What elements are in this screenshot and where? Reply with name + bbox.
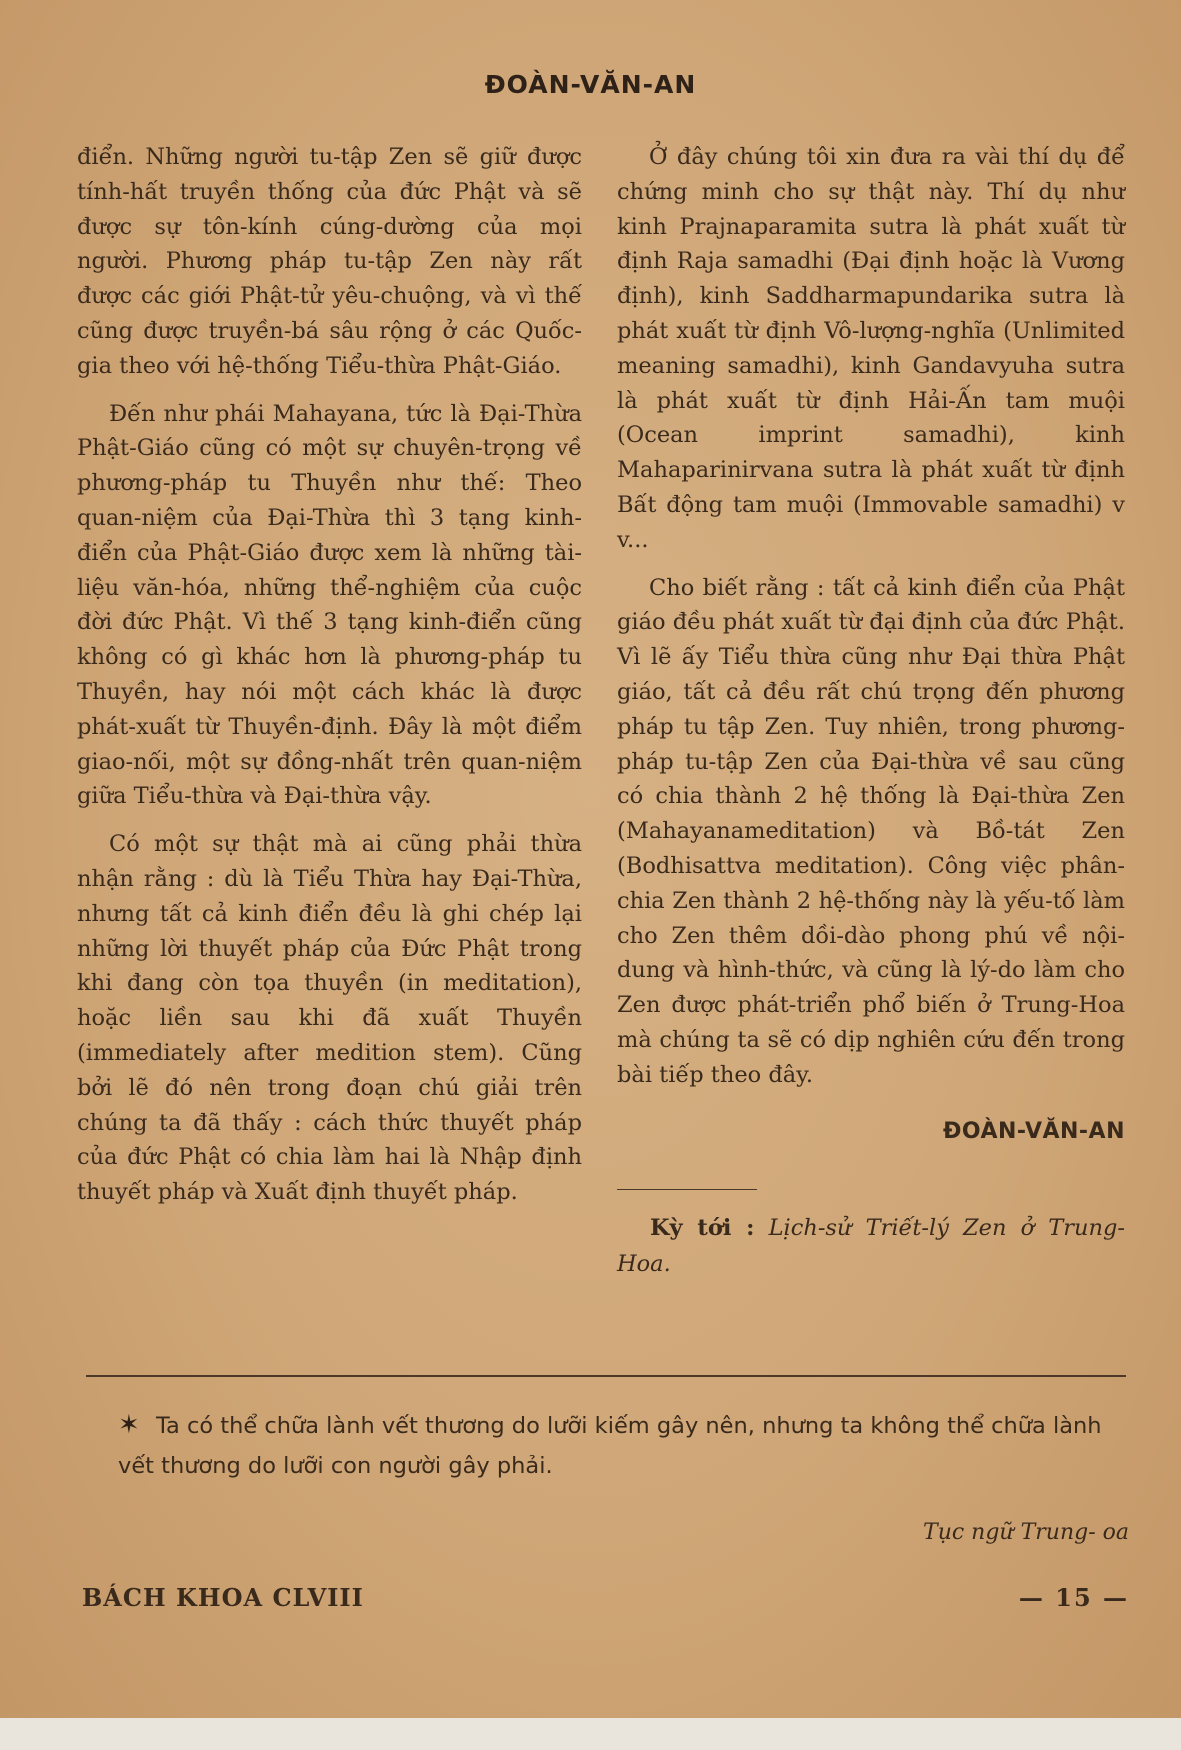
left-paragraph-1: điển. Những người tu-tập Zen sẽ giữ được tính-hất truyền thống của đức Phật và sẽ được sự tôn-kính cúng-dường của mọi người. Phương pháp tu-tập Zen này rất được các giới Phật-tử yêu-chuộng, và vì thế cũng được truyền-bá sâu rộng ở các Quốc-gia theo với hệ-thống Tiểu-thừa Phật-Giáo. (77, 144, 582, 379)
left-column (77, 140, 582, 1223)
next-issue-note (617, 1210, 1125, 1282)
right-paragraph-2: Cho biết rằng : tất cả kinh điển của Phật giáo đều phát xuất từ đại định của đức Phật. Vì lẽ ấy Tiểu thừa cũng như Đại thừa Phật giáo, tất cả đều rất chú trọng đến phương pháp tu tập Zen. Tuy nhiên, trong phương-pháp tu-tập Zen của Đại-thừa về sau cũng có chia thành 2 hệ thống là Đại-thừa Zen (Mahayanameditation) và Bồ-tát Zen (Bodhisattva meditation). Công việc phân-chia Zen thành 2 hệ-thống này là yếu-tố làm cho Zen thêm dồi-dào phong phú về nội-dung và hình-thức, và cũng là lý-do làm cho Zen được phát-triển phổ biến ở Trung-Hoa mà chúng ta sẽ có dịp nghiên cứu đến trong bài tiếp theo đây. (617, 574, 1125, 1088)
proverb-source: Tục ngữ Trung- oa (923, 1520, 1129, 1545)
author-signature: ĐOÀN-VĂN-AN (942, 1118, 1125, 1144)
proverb-text: Ta có thể chữa lành vết thương do lưỡi kiếm gây nên, nhưng ta không thể chữa lành vết thương do lưỡi con người gây phải. (118, 1413, 1102, 1479)
left-paragraph-3: Có một sự thật mà ai cũng phải thừa nhận rằng : dù là Tiểu Thừa hay Đại-Thừa, nhưng tất cả kinh điển đều là ghi chép lại những lời thuyết pháp của Đức Phật trong khi đang còn tọa thuyền (in meditation), hoặc liền sau khi đã xuất Thuyền (immediately after medition stem). Cũng bởi lẽ đó nên trong đoạn chú giải trên chúng ta đã thấy : cách thức thuyết pháp của đức Phật có chia làm hai là Nhập định thuyết pháp và Xuất định thuyết pháp. (77, 831, 582, 1206)
proverb-quote (118, 1405, 1128, 1486)
page-edge (0, 1718, 1181, 1750)
star-bullet-icon: ✶ (118, 1410, 140, 1440)
next-issue-title: Lịch-sử Triết-lý Zen ở Trung-Hoa. (617, 1215, 1125, 1278)
right-column (617, 140, 1125, 1282)
short-rule (617, 1189, 757, 1190)
right-paragraph-1: Ở đây chúng tôi xin đưa ra vài thí dụ để chứng minh cho sự thật này. Thí dụ như kinh Prajnaparamita sutra là phát xuất từ định Raja samadhi (Đại định hoặc là Vương định), kinh Saddharmapundarika sutra là phát xuất từ định Vô-lượng-nghĩa (Unlimited meaning samadhi), kinh Gandavyuha sutra là phát xuất từ định Hải-Ấn tam muội (Ocean imprint samadhi), kinh Mahaparinirvana sutra là phát xuất từ định Bất động tam muội (Immovable samadhi) v v... (617, 144, 1125, 553)
page-number: — 15 — (1018, 1583, 1129, 1612)
publication-name: BÁCH KHOA CLVIII (82, 1583, 364, 1612)
section-divider (86, 1375, 1126, 1377)
running-title: ĐOÀN-VĂN-AN (484, 70, 697, 99)
next-issue-label: Kỳ tới : (650, 1215, 755, 1242)
left-paragraph-2: Đến như phái Mahayana, tức là Đại-Thừa Phật-Giáo cũng có một sự chuyên-trọng về phương-pháp tu Thuyền như thế: Theo quan-niệm của Đại-Thừa thì 3 tạng kinh-điển của Phật-Giáo được xem là những tài-liệu văn-hóa, những thể-nghiệm của cuộc đời đức Phật. Vì thế 3 tạng kinh-điển cũng không có gì khác hơn là phương-pháp tu Thuyền, hay nói một cách khác là được phát-xuất từ Thuyền-định. Đây là một điểm giao-nối, một sự đồng-nhất trên quan-niệm giữa Tiểu-thừa và Đại-thừa vậy. (77, 400, 582, 810)
